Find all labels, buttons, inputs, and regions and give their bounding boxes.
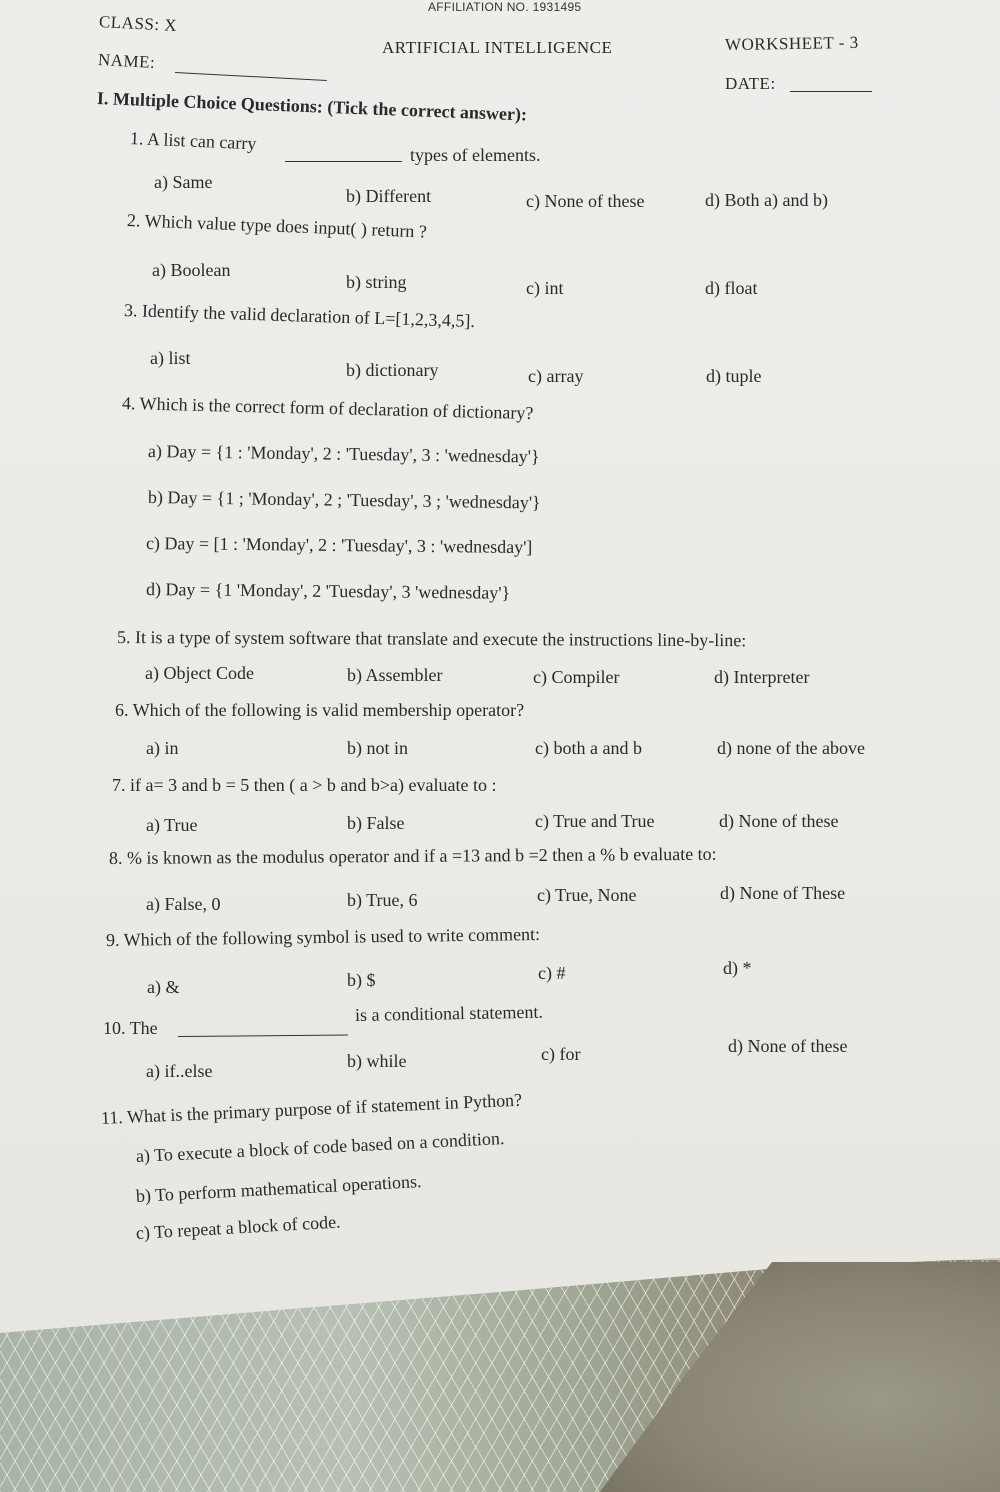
q5-option-d[interactable]: d) Interpreter: [714, 667, 810, 687]
q1-option-b[interactable]: b) Different: [346, 186, 432, 206]
section-title: I. Multiple Choice Questions: (Tick the correct answer):: [96, 88, 528, 125]
q3-option-a[interactable]: a) list: [150, 348, 191, 368]
question-number: 4.: [121, 393, 136, 414]
subject-title: ARTIFICIAL INTELLIGENCE: [382, 38, 613, 57]
q8-option-b[interactable]: b) True, 6: [347, 890, 418, 910]
q10-option-b[interactable]: b) while: [347, 1051, 407, 1071]
question-text: It is a type of system software that translate and execute the instructions line-by-line:: [134, 627, 747, 651]
question-text: A list can carry: [146, 128, 257, 154]
q10-option-c[interactable]: c) for: [541, 1044, 581, 1064]
question-number: 7.: [112, 775, 126, 795]
q8-option-d[interactable]: d) None of These: [720, 883, 846, 903]
q6-option-d[interactable]: d) none of the above: [717, 738, 865, 758]
question-number: 1.: [129, 128, 144, 149]
q11-option-b[interactable]: b) To perform mathematical operations.: [135, 1171, 422, 1206]
q8-option-a[interactable]: a) False, 0: [146, 894, 221, 914]
question-5: [117, 627, 746, 651]
date-blank-line[interactable]: [790, 91, 872, 92]
q7-option-a[interactable]: a) True: [146, 815, 198, 835]
class-label: CLASS: X: [98, 12, 178, 36]
question-text: The: [129, 1018, 158, 1038]
q6-option-c[interactable]: c) both a and b: [535, 738, 642, 758]
q6-option-b[interactable]: b) not in: [347, 738, 408, 758]
question-number: 9.: [105, 929, 120, 950]
question-6: [115, 700, 524, 721]
question-10: [103, 1018, 158, 1039]
q9-option-b[interactable]: b) $: [347, 970, 376, 990]
question-text: % is known as the modulus operator and if a =13 and b =2 then a % b evaluate to:: [126, 843, 717, 868]
q3-option-c[interactable]: c) array: [528, 366, 584, 386]
q9-option-c[interactable]: c) #: [538, 963, 566, 983]
q8-option-c[interactable]: c) True, None: [537, 885, 637, 905]
question-number: 3.: [123, 300, 138, 321]
question-10-text-after: is a conditional statement.: [354, 1001, 544, 1025]
question-7: [112, 775, 497, 796]
question-text: Which of the following symbol is used to write comment:: [123, 923, 541, 950]
question-text: Which is the correct form of declaration of dictionary?: [139, 393, 534, 424]
question-number: 10.: [103, 1018, 126, 1038]
q5-option-b[interactable]: b) Assembler: [347, 665, 443, 685]
question-number: 8.: [108, 847, 123, 868]
q11-option-a[interactable]: a) To execute a block of code based on a condition.: [135, 1127, 505, 1166]
q2-option-c[interactable]: c) int: [526, 278, 564, 298]
name-label: NAME:: [97, 50, 156, 72]
q9-option-a[interactable]: a) &: [147, 977, 180, 997]
q9-option-d[interactable]: d) *: [723, 958, 752, 978]
question-text: Which value type does input( ) return ?: [144, 210, 428, 242]
q4-option-d[interactable]: d) Day = {1 'Monday', 2 'Tuesday', 3 'wednesday'}: [145, 579, 511, 603]
q2-option-b[interactable]: b) string: [346, 272, 407, 292]
q7-option-b[interactable]: b) False: [347, 813, 405, 833]
worksheet-number: WORKSHEET - 3: [724, 32, 859, 55]
q7-option-c[interactable]: c) True and True: [535, 811, 655, 831]
question-number: 5.: [116, 627, 131, 648]
q1-option-d[interactable]: d) Both a) and b): [705, 190, 828, 210]
question-8: [109, 844, 717, 869]
q3-option-b[interactable]: b) dictionary: [346, 360, 439, 380]
affiliation-number: AFFILIATION NO. 1931495: [428, 0, 582, 14]
q2-option-a[interactable]: a) Boolean: [152, 260, 231, 280]
q10-option-d[interactable]: d) None of these: [728, 1036, 848, 1056]
question-text: Which of the following is valid membership operator?: [132, 700, 525, 720]
date-label: DATE:: [725, 74, 776, 93]
q5-option-c[interactable]: c) Compiler: [533, 667, 620, 687]
q4-option-b[interactable]: b) Day = {1 ; 'Monday', 2 ; 'Tuesday', 3 ; 'wednesday'}: [147, 487, 541, 513]
q5-option-a[interactable]: a) Object Code: [145, 663, 254, 683]
q2-option-d[interactable]: d) float: [705, 278, 758, 298]
question-1-text-after: types of elements.: [410, 145, 541, 165]
question-number: 11.: [100, 1107, 124, 1128]
q11-option-c[interactable]: c) To repeat a block of code.: [135, 1211, 342, 1243]
question-text: if a= 3 and b = 5 then ( a > b and b>a) evaluate to :: [130, 775, 497, 795]
q3-option-d[interactable]: d) tuple: [706, 366, 762, 386]
q7-option-d[interactable]: d) None of these: [719, 811, 839, 831]
q4-option-c[interactable]: c) Day = [1 : 'Monday', 2 : 'Tuesday', 3 : 'wednesday']: [145, 533, 533, 558]
question-number: 6.: [115, 700, 129, 720]
q4-option-a[interactable]: a) Day = {1 : 'Monday', 2 : 'Tuesday', 3 : 'wednesday'}: [147, 441, 540, 467]
question-1-blank[interactable]: [285, 161, 402, 162]
question-text: Identify the valid declaration of L=[1,2,3,4,5].: [141, 300, 476, 332]
q10-option-a[interactable]: a) if..else: [146, 1061, 213, 1081]
q1-option-c[interactable]: c) None of these: [526, 191, 645, 211]
q1-option-a[interactable]: a) Same: [154, 172, 213, 192]
q6-option-a[interactable]: a) in: [146, 738, 179, 758]
question-number: 2.: [126, 210, 141, 231]
question-text: What is the primary purpose of if statement in Python?: [126, 1089, 523, 1127]
